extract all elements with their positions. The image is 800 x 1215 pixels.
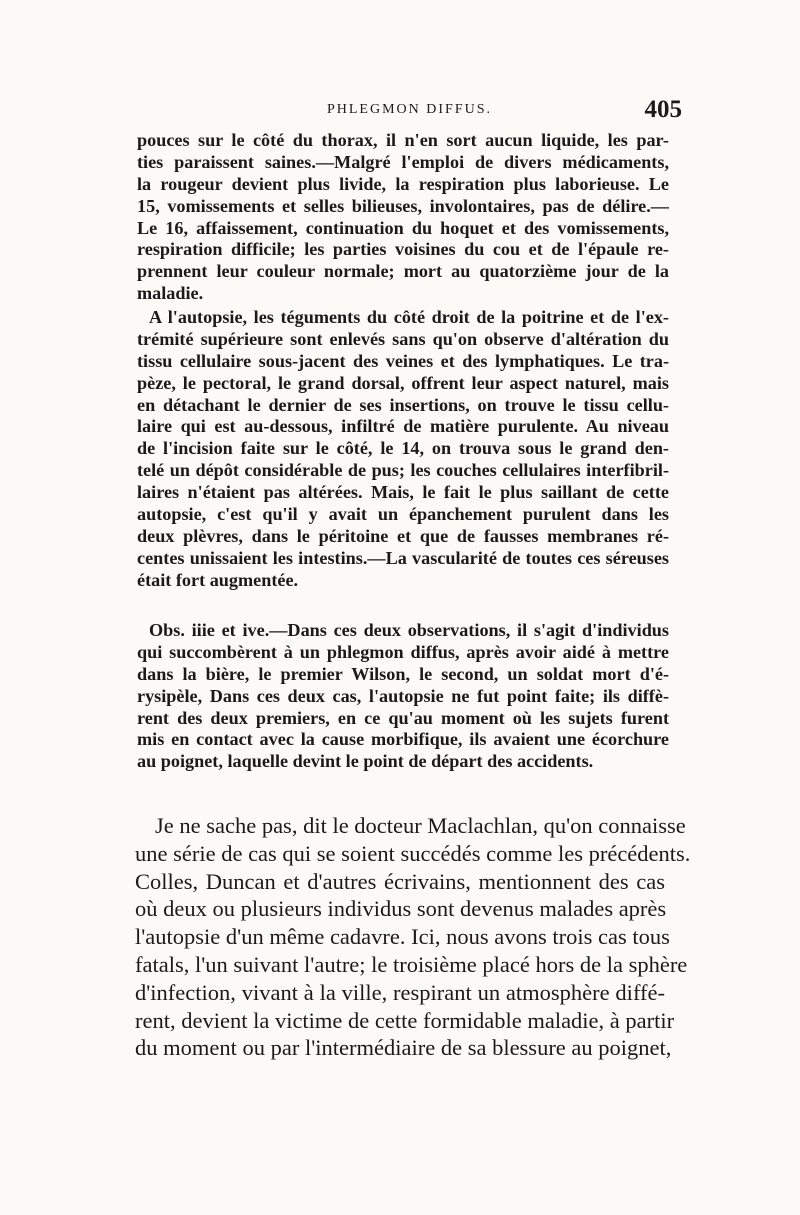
text-line: centes unissaient les intestins.—La vascularité de toutes ces séreuses — [137, 547, 669, 568]
text-line: rysipèle, Dans ces deux cas, l'autopsie ne fut point faite; ils diffè- — [137, 685, 669, 706]
text-line: telé un dépôt considérable de pus; les couches cellulaires interfibril- — [137, 460, 669, 481]
text-line: l'autopsie d'un même cadavre. Ici, nous avons trois cas tous — [135, 924, 670, 950]
text-line: Obs. iiie et ive.—Dans ces deux observations, il s'agit d'individus — [149, 620, 669, 640]
text-line: fatals, l'un suivant l'autre; le troisième placé hors de la sphère — [135, 951, 688, 977]
text-line: 15, vomissements et selles bilieuses, involontaires, pas de délire.— — [137, 195, 669, 216]
text-line: autopsie, c'est qu'il y avait un épanchement purulent dans les — [137, 504, 669, 525]
text-line: où deux ou plusieurs individus sont devenus malades après — [135, 896, 667, 922]
text-line: rent, devient la victime de cette formidable maladie, à partir — [135, 1007, 675, 1033]
text-line: Colles, Duncan et d'autres écrivains, mentionnent des cas — [135, 868, 665, 894]
text-line: Je ne sache pas, dit le docteur Maclachlan, qu'on connaisse — [155, 813, 686, 838]
text-line: pèze, le pectoral, le grand dorsal, offrent leur aspect naturel, mais — [137, 372, 669, 393]
text-line: Le 16, affaissement, continuation du hoquet et des vomissements, — [137, 217, 669, 238]
text-line: de l'incision faite sur le côté, le 14, on trouva sous le grand den- — [137, 438, 669, 459]
text-line: A l'autopsie, les téguments du côté droit de la poitrine et de l'ex- — [149, 307, 669, 327]
text-line: était fort augmentée. — [137, 569, 299, 590]
text-line: d'infection, vivant à la ville, respirant un atmosphère diffé- — [135, 979, 665, 1005]
paragraph-observations — [137, 620, 669, 773]
text-line: du moment ou par l'intermédiaire de sa blessure au poignet, — [135, 1035, 672, 1061]
running-head: PHLEGMON DIFFUS. — [326, 102, 493, 117]
paragraph-case-continuation — [137, 130, 669, 305]
text-line: tissu cellulaire sous-jacent des veines et des lymphatiques. Le tra- — [137, 350, 669, 371]
text-line: laires n'étaient pas altérées. Mais, le fait le plus saillant de cette — [137, 482, 669, 503]
text-line: ties paraissent saines.—Malgré l'emploi de divers médicaments, — [137, 151, 669, 172]
text-line: rent des deux premiers, en ce qu'au moment où les sujets furent — [137, 707, 669, 728]
text-line: au poignet, laquelle devint le point de départ des accidents. — [137, 751, 594, 772]
text-line: deux plèvres, dans le péritoine et que de fausses membranes ré- — [137, 525, 669, 546]
text-line: en détachant le dernier de ses insertions, on trouve le tissu cellu- — [137, 394, 669, 415]
text-line: maladie. — [137, 283, 204, 304]
text-line: une série de cas qui se soient succédés comme les précédents. — [135, 840, 691, 866]
text-line: pouces sur le côté du thorax, il n'en sort aucun liquide, les par- — [137, 130, 669, 150]
text-line: mis en contact avec la cause morbifique, ils avaient une écorchure — [137, 729, 669, 750]
text-line: respiration difficile; les parties voisines du cou et de l'épaule re- — [137, 239, 669, 260]
text-line: qui succombèrent à un phlegmon diffus, après avoir aidé à mettre — [137, 641, 669, 662]
page-header — [137, 96, 682, 126]
paragraph-autopsy — [137, 307, 669, 592]
paragraph-commentary — [135, 812, 691, 1062]
text-line: dans la bière, le premier Wilson, le second, un soldat mort d'é- — [137, 663, 669, 684]
text-line: prennent leur couleur normale; mort au quatorzième jour de la — [137, 261, 669, 282]
page-number: 405 — [644, 96, 682, 123]
text-line: la rougeur devient plus livide, la respiration plus laborieuse. Le — [137, 173, 669, 194]
text-line: trémité supérieure sont enlevés sans qu'on observe d'altération du — [137, 328, 669, 349]
text-line: laire qui est au-dessous, infiltré de matière purulente. Au niveau — [137, 416, 669, 437]
